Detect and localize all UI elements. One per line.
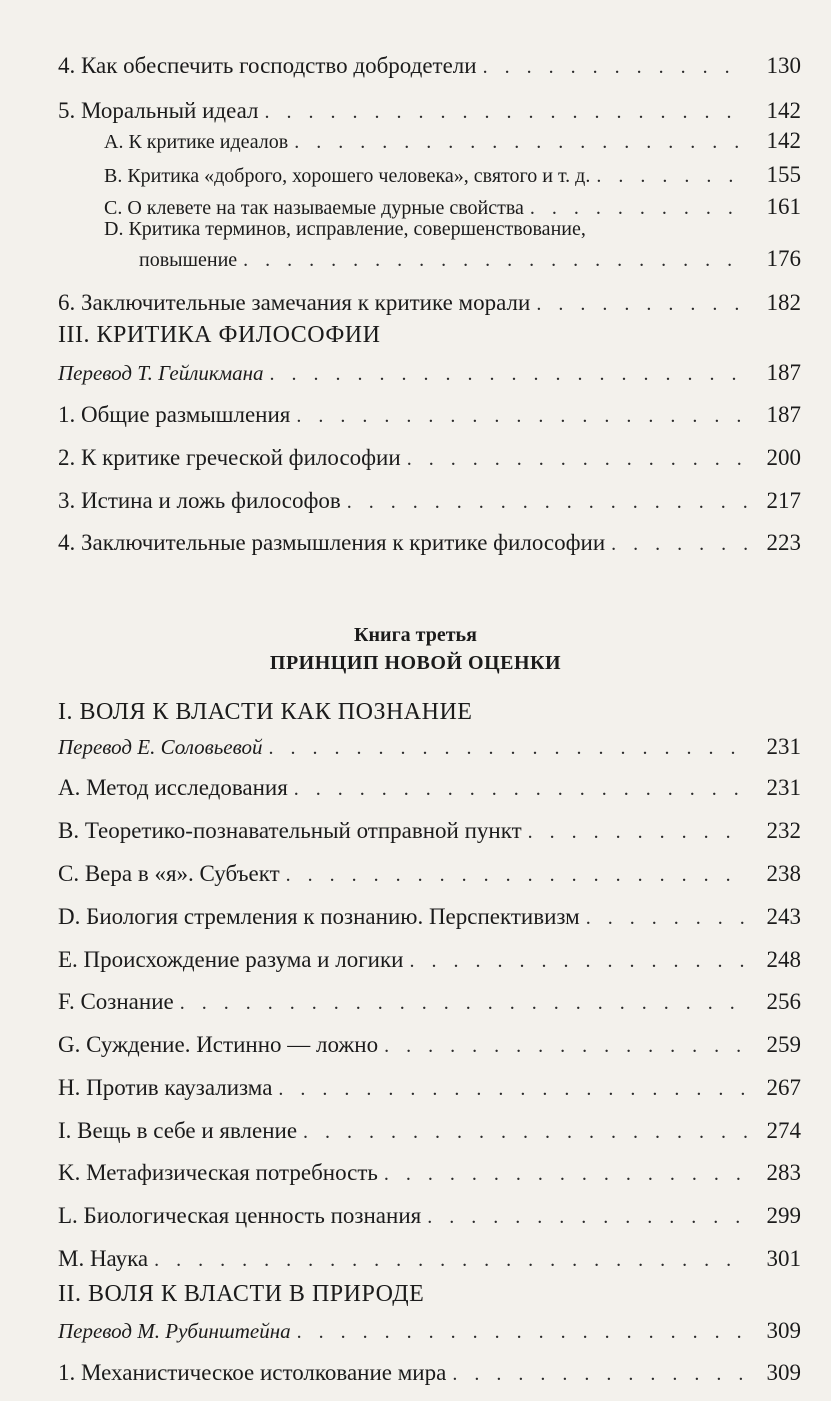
- leader-dots: [596, 166, 747, 186]
- section-heading: III. КРИТИКА ФИЛОСОФИИ: [58, 322, 381, 348]
- toc-entry: [0, 184, 831, 218]
- leader-dots: [407, 449, 747, 469]
- leader-dots: [278, 1079, 747, 1099]
- toc-entry: [0, 118, 831, 152]
- leader-dots: [384, 1164, 747, 1184]
- toc-entry: [0, 808, 831, 842]
- toc-entry: [0, 937, 831, 971]
- toc-entry-label-cont: повышение: [139, 249, 238, 271]
- toc-entry-page: 176: [766, 246, 801, 271]
- toc-entry: [0, 1065, 831, 1099]
- toc-entry-label: 4. Заключительные размышления к критике философии: [58, 530, 606, 555]
- toc-entry-page: 267: [766, 1075, 801, 1100]
- leader-dots: [530, 198, 747, 218]
- leader-dots: [294, 779, 747, 799]
- toc-entry: [0, 1108, 831, 1142]
- toc-entry-label: A. Метод исследования: [58, 775, 288, 800]
- leader-dots: [483, 57, 747, 77]
- toc-entry-page: 274: [766, 1118, 801, 1143]
- toc-entry-page: 248: [766, 947, 801, 972]
- leader-dots: [268, 738, 747, 758]
- toc-entry-page: 200: [766, 445, 801, 470]
- translator-name: Перевод Т. Гейликмана: [58, 361, 264, 385]
- toc-entry-page: 142: [766, 128, 801, 153]
- leader-dots: [409, 951, 747, 971]
- leader-dots: [528, 822, 747, 842]
- toc-entry: [0, 894, 831, 928]
- toc-entry-label: 6. Заключительные замечания к критике морали: [58, 290, 531, 315]
- toc-entry-label: I. Вещь в себе и явление: [58, 1118, 298, 1143]
- toc-entry: [0, 478, 831, 512]
- toc-entry: [0, 435, 831, 469]
- toc-entry-label: 3. Истина и ложь философов: [58, 488, 341, 513]
- toc-entry-label: B. Теоретико-познавательный отправной пункт: [58, 818, 522, 843]
- toc-entry-label: 1. Механистическое истолкование мира: [58, 1360, 447, 1385]
- toc-entry-label: H. Против каузализма: [58, 1075, 273, 1100]
- section-heading: I. ВОЛЯ К ВЛАСТИ КАК ПОЗНАНИЕ: [58, 699, 473, 725]
- toc-entry-label: E. Происхождение разума и логики: [58, 947, 404, 972]
- toc-entry: [0, 1150, 831, 1184]
- toc-entry: [0, 851, 831, 885]
- toc-entry-page: 142: [766, 98, 801, 123]
- leader-dots: [270, 364, 747, 384]
- toc-entry-page: 217: [766, 488, 801, 513]
- toc-entry-page: 283: [766, 1160, 801, 1185]
- toc-entry-page: 155: [766, 162, 801, 187]
- leader-dots: [427, 1207, 747, 1227]
- toc-entry-page: 301: [766, 1246, 801, 1271]
- toc-entry: [0, 765, 831, 799]
- leader-dots: [294, 132, 747, 152]
- leader-dots: [243, 250, 747, 270]
- toc-entry: [0, 1022, 831, 1056]
- leader-dots: [586, 908, 747, 928]
- leader-dots: [286, 865, 747, 885]
- leader-dots: [180, 993, 747, 1013]
- leader-dots: [611, 534, 747, 554]
- toc-entry-page: 238: [766, 861, 801, 886]
- leader-dots: [303, 1122, 747, 1142]
- leader-dots: [297, 1322, 747, 1342]
- toc-entry: [0, 88, 831, 122]
- leader-dots: [536, 294, 747, 314]
- leader-dots: [154, 1250, 747, 1270]
- translator-line: [0, 350, 831, 384]
- toc-entry-page: 130: [766, 53, 801, 78]
- toc-entry-label: 4. Как обеспечить господство добродетели: [58, 53, 477, 78]
- toc-entry-label: L. Биологическая ценность познания: [58, 1203, 422, 1228]
- leader-dots: [452, 1364, 747, 1384]
- leader-dots: [296, 406, 747, 426]
- book-subtitle: ПРИНЦИП НОВОЙ ОЦЕНКИ: [269, 652, 562, 674]
- toc-entry: [0, 1236, 831, 1270]
- toc-entry-label: 2. К критике греческой философии: [58, 445, 401, 470]
- toc-entry: [0, 979, 831, 1013]
- toc-entry-label: 1. Общие размышления: [58, 402, 291, 427]
- toc-entry-label: M. Наука: [58, 1246, 149, 1271]
- toc-entry-page: 161: [766, 194, 801, 219]
- toc-entry: [0, 1350, 831, 1384]
- toc-entry-label: D. Критика терминов, исправление, совершенствование,: [104, 218, 586, 240]
- toc-entry-page: 187: [766, 402, 801, 427]
- toc-entry-page: 182: [766, 290, 801, 315]
- toc-entry-label: G. Суждение. Истинно — ложно: [58, 1032, 379, 1057]
- toc-entry-page: 232: [766, 818, 801, 843]
- book-title: Книга третья: [354, 624, 477, 646]
- toc-entry-page: 231: [766, 734, 801, 759]
- toc-entry: [0, 392, 831, 426]
- toc-entry-label: A. К критике идеалов: [104, 131, 289, 153]
- toc-entry: [0, 152, 831, 186]
- translator-name: Перевод М. Рубинштейна: [58, 1319, 291, 1343]
- toc-entry-label: F. Сознание: [58, 989, 174, 1014]
- toc-entry-page: 259: [766, 1032, 801, 1057]
- toc-entry: [0, 280, 831, 314]
- section-heading: II. ВОЛЯ К ВЛАСТИ В ПРИРОДЕ: [58, 1281, 425, 1307]
- leader-dots: [384, 1036, 747, 1056]
- toc-entry: [0, 520, 831, 554]
- toc-entry-page: 243: [766, 904, 801, 929]
- translator-line: [0, 1308, 831, 1342]
- toc-entry: [0, 236, 831, 270]
- toc-entry-page: 256: [766, 989, 801, 1014]
- toc-entry-label: K. Метафизическая потребность: [58, 1160, 378, 1185]
- toc-entry-label: B. Критика «доброго, хорошего человека», святого и т. д.: [104, 165, 591, 187]
- toc-entry: [0, 43, 831, 77]
- toc-entry: [0, 1193, 831, 1227]
- toc-entry-page: 231: [766, 775, 801, 800]
- toc-entry-page: 223: [766, 530, 801, 555]
- toc-entry-label: D. Биология стремления к познанию. Перспективизм: [58, 904, 580, 929]
- toc-entry-label: C. Вера в «я». Субъект: [58, 861, 280, 886]
- translator-line: [0, 724, 831, 758]
- toc-entry-label: 5. Моральный идеал: [58, 98, 259, 123]
- translator-name: Перевод Е. Соловьевой: [58, 735, 263, 759]
- toc-entry-label: C. О клевете на так называемые дурные свойства: [104, 197, 524, 219]
- toc-entry-page: 309: [766, 1318, 801, 1343]
- toc-entry-page: 187: [766, 360, 801, 385]
- leader-dots: [347, 492, 747, 512]
- toc-entry-page: 299: [766, 1203, 801, 1228]
- toc-entry-page: 309: [766, 1360, 801, 1385]
